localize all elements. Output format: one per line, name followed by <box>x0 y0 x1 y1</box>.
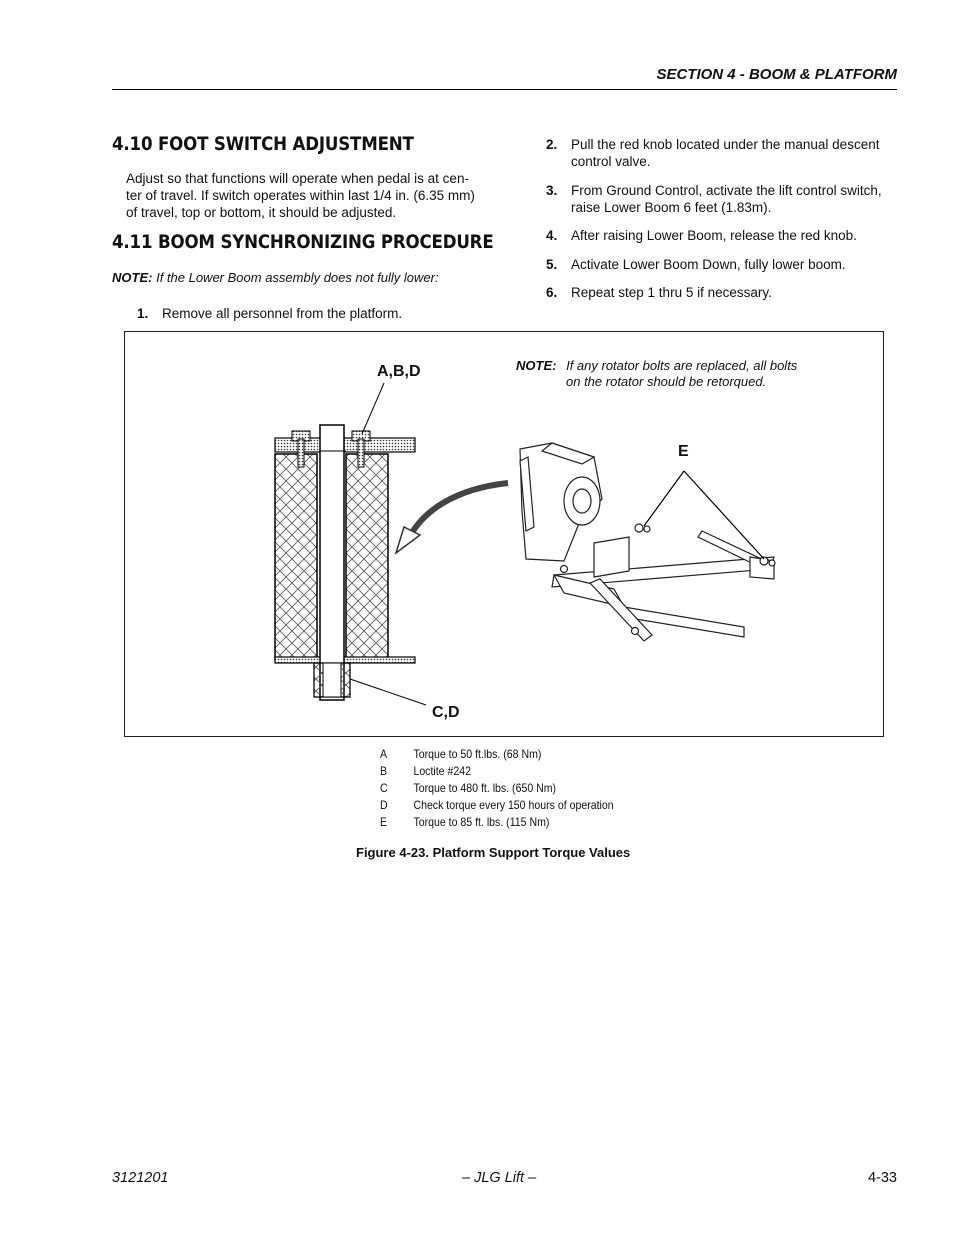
step-text: After raising Lower Boom, release the red knob. <box>571 228 857 243</box>
step-number: 3. <box>546 183 558 198</box>
paragraph-line: ter of travel. If switch operates within last 1/4 in. (6.35 mm) <box>126 188 475 203</box>
legend-key: B <box>380 764 388 778</box>
step-text: control valve. <box>571 154 651 169</box>
paragraph-line: of travel, top or bottom, it should be adjusted. <box>126 205 397 220</box>
legend-key: C <box>380 781 388 795</box>
footer-doc-number: 3121201 <box>112 1170 169 1186</box>
step-text: Remove all personnel from the platform. <box>162 306 403 321</box>
step-text: Pull the red knob located under the manual descent <box>571 137 880 152</box>
platform-support-illustration <box>124 331 884 737</box>
step-3 <box>546 182 906 218</box>
footer-center: – JLG Lift – <box>462 1170 537 1186</box>
figure-note <box>516 358 797 389</box>
step-6 <box>546 284 906 302</box>
rotator-assembly <box>520 443 775 641</box>
legend-key: D <box>380 798 388 812</box>
step-4 <box>546 227 906 245</box>
step-number: 2. <box>546 137 558 152</box>
step-1 <box>137 305 497 323</box>
heading-4-10: 4.10 FOOT SWITCH ADJUSTMENT <box>112 134 414 155</box>
legend-key: E <box>380 815 388 829</box>
callout-e: E <box>678 443 689 460</box>
figure-note-label: NOTE: <box>516 358 557 373</box>
legend-text: Torque to 480 ft. lbs. (650 Nm) <box>413 781 557 795</box>
note-label: NOTE: <box>112 270 153 285</box>
header-rule <box>112 89 897 90</box>
figure-note-line: on the rotator should be retorqued. <box>566 374 767 389</box>
legend-text: Torque to 50 ft.lbs. (68 Nm) <box>413 747 542 761</box>
step-number: 6. <box>546 285 558 300</box>
step-number: 4. <box>546 228 558 243</box>
figure-note-line: If any rotator bolts are replaced, all bolts <box>566 358 798 373</box>
step-text: Activate Lower Boom Down, fully lower boom. <box>571 257 846 272</box>
step-text: raise Lower Boom 6 feet (1.83m). <box>571 200 772 215</box>
step-2 <box>546 136 906 172</box>
paragraph-4-10 <box>126 170 475 221</box>
paragraph-line: Adjust so that functions will operate when pedal is at cen- <box>126 171 469 186</box>
section-header: SECTION 4 - BOOM & PLATFORM <box>656 66 897 83</box>
legend-text: Torque to 85 ft. lbs. (115 Nm) <box>413 815 550 829</box>
step-5 <box>546 256 906 274</box>
note-text: If the Lower Boom assembly does not fully lower: <box>156 270 439 285</box>
legend-key: A <box>380 747 388 761</box>
callout-abd: A,B,D <box>377 363 421 380</box>
footer-page-number: 4-33 <box>867 1170 897 1186</box>
figure-caption: Figure 4-23. Platform Support Torque Values <box>356 845 631 860</box>
legend-text: Check torque every 150 hours of operation <box>413 798 614 812</box>
note-4-11 <box>112 270 439 285</box>
step-text: Repeat step 1 thru 5 if necessary. <box>571 285 772 300</box>
legend-text: Loctite #242 <box>413 764 471 778</box>
callout-cd: C,D <box>432 704 460 721</box>
heading-4-11: 4.11 BOOM SYNCHRONIZING PROCEDURE <box>112 232 494 253</box>
step-number: 5. <box>546 257 558 272</box>
pointer-arrow <box>396 483 508 553</box>
step-number: 1. <box>137 306 149 321</box>
step-text: From Ground Control, activate the lift control switch, <box>571 183 882 198</box>
